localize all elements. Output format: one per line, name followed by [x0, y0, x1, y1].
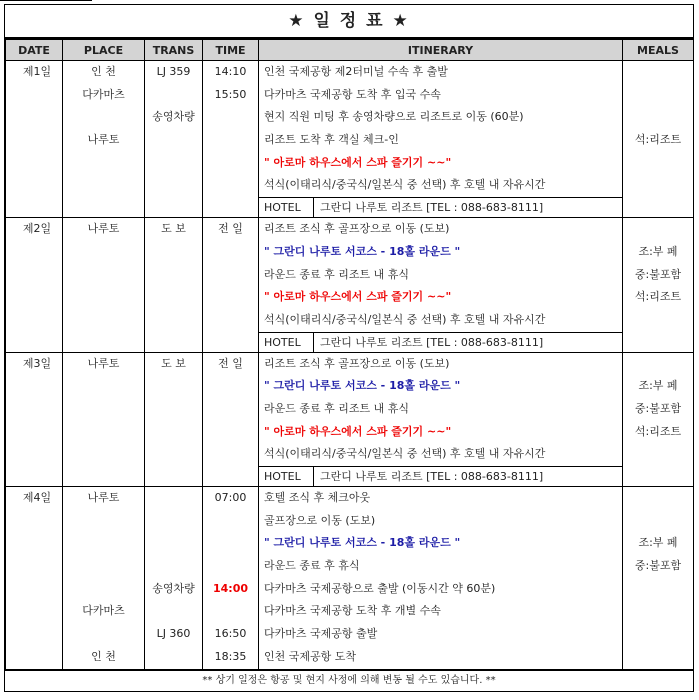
day-time: 전 일 [203, 352, 259, 486]
itinerary-line: 라운드 종료 후 리조트 내 휴식 [264, 401, 409, 415]
col-meals: MEALS [623, 40, 694, 61]
header-row [6, 40, 694, 61]
itinerary-line: 리조트 조식 후 골프장으로 이동 (도보) [264, 356, 450, 370]
day-place: 나루토 [63, 218, 145, 352]
itinerary-line: 리조트 도착 후 객실 체크-인 [264, 133, 399, 147]
day-row [6, 487, 694, 670]
itinerary-line-golf: " 그란디 나루토 서코스 - 18홀 라운드 " [264, 536, 461, 550]
meal-lunch: 중:불포함 [634, 267, 682, 281]
itinerary-line: 다카마츠 국제공항 도착 후 입국 수속 [264, 87, 441, 101]
itinerary-line-highlight: " 아로마 하우스에서 스파 즐기기 ~~" [264, 155, 452, 169]
itinerary-line: 석식(이태리식/중국식/일본식 중 선택) 후 호텔 내 자유시간 [264, 178, 546, 192]
day-itinerary [259, 352, 623, 486]
day-date: 제4일 [6, 487, 63, 670]
itinerary-sheet [4, 4, 694, 692]
time-highlight: 14:00 [212, 581, 248, 595]
day-trans: LJ 359 송영차량 [145, 61, 203, 218]
meal-lunch: 중:불포함 [634, 559, 682, 573]
day-meals [623, 487, 694, 670]
page-top-rule [0, 0, 92, 1]
footer-note: ** 상기 일정은 항공 및 현지 사정에 의해 변동 될 수도 있습니다. ** [5, 670, 693, 691]
itinerary-line: 리조트 조식 후 골프장으로 이동 (도보) [264, 222, 450, 236]
itinerary-line: 골프장으로 이동 (도보) [264, 513, 376, 527]
meal-lunch: 중:불포함 [634, 401, 682, 415]
day-time: 14:10 15:50 [203, 61, 259, 218]
day-place: 인 천 다카마츠 나루토 [63, 61, 145, 218]
day-time: 전 일 [203, 218, 259, 352]
day-date: 제2일 [6, 218, 63, 352]
hotel-row [259, 466, 622, 486]
itinerary-line: 석식(이태리식/중국식/일본식 중 선택) 후 호텔 내 자유시간 [264, 447, 546, 461]
meal-dinner: 석:리조트 [634, 133, 682, 147]
day-time: 07:00 14:00 16:50 18:35 [203, 487, 259, 670]
itinerary-line-golf: " 그란디 나루토 서코스 - 18홀 라운드 " [264, 379, 461, 393]
col-itinerary: ITINERARY [259, 40, 623, 61]
hotel-row [259, 332, 622, 352]
day-meals [623, 218, 694, 352]
day-trans: 도 보 [145, 218, 203, 352]
day-itinerary [259, 61, 623, 218]
col-time: TIME [203, 40, 259, 61]
day-row [6, 61, 694, 218]
itinerary-line-highlight: " 아로마 하우스에서 스파 즐기기 ~~" [264, 290, 452, 304]
itinerary-line: 현지 직원 미팅 후 송영차량으로 리조트로 이동 (60분) [264, 110, 524, 124]
hotel-row [259, 197, 622, 217]
day-meals [623, 61, 694, 218]
itinerary-line: 다카마츠 국제공항 도착 후 개별 수속 [264, 604, 441, 618]
itinerary-line-golf: " 그란디 나루토 서코스 - 18홀 라운드 " [264, 244, 461, 258]
day-date: 제3일 [6, 352, 63, 486]
meal-breakfast: 조:부 페 [638, 244, 678, 258]
day-place: 나루토 다카마츠 인 천 [63, 487, 145, 670]
itinerary-line: 인천 국제공항 도착 [264, 649, 357, 663]
day-itinerary [259, 218, 623, 352]
col-date: DATE [6, 40, 63, 61]
itinerary-line: 인천 국제공항 제2터미널 수속 후 출발 [264, 65, 448, 78]
itinerary-line: 라운드 종료 후 휴식 [264, 559, 360, 573]
col-place: PLACE [63, 40, 145, 61]
hotel-label: HOTEL [259, 467, 314, 486]
hotel-name: 그란디 나루토 리조트 [TEL : 088-683-8111] [320, 470, 544, 483]
itinerary-line: 호텔 조식 후 체크아웃 [264, 491, 371, 504]
day-itinerary [259, 487, 623, 670]
meal-dinner: 석:리조트 [634, 290, 682, 304]
itinerary-line: 라운드 종료 후 리조트 내 휴식 [264, 267, 409, 281]
itinerary-line-highlight: " 아로마 하우스에서 스파 즐기기 ~~" [264, 424, 452, 438]
day-place: 나루토 [63, 352, 145, 486]
day-row [6, 218, 694, 352]
day-trans: 도 보 [145, 352, 203, 486]
itinerary-line: 다카마츠 국제공항으로 출발 (이동시간 약 60분) [264, 581, 496, 595]
hotel-name: 그란디 나루토 리조트 [TEL : 088-683-8111] [320, 201, 544, 215]
itinerary-table [5, 39, 694, 670]
meal-breakfast: 조:부 페 [638, 379, 678, 393]
meal-dinner: 석:리조트 [634, 424, 682, 438]
day-row [6, 352, 694, 486]
hotel-label: HOTEL [259, 333, 314, 352]
itinerary-line: 다카마츠 국제공항 출발 [264, 627, 378, 641]
day-trans: 송영차량 LJ 360 [145, 487, 203, 670]
itinerary-line: 석식(이태리식/중국식/일본식 중 선택) 후 호텔 내 자유시간 [264, 312, 546, 326]
col-trans: TRANS [145, 40, 203, 61]
day-meals [623, 352, 694, 486]
hotel-label: HOTEL [259, 198, 314, 217]
meal-breakfast: 조:부 페 [638, 536, 678, 550]
page-title: ★ 일 정 표 ★ [5, 5, 693, 39]
hotel-name: 그란디 나루토 리조트 [TEL : 088-683-8111] [320, 335, 544, 349]
day-date: 제1일 [6, 61, 63, 218]
